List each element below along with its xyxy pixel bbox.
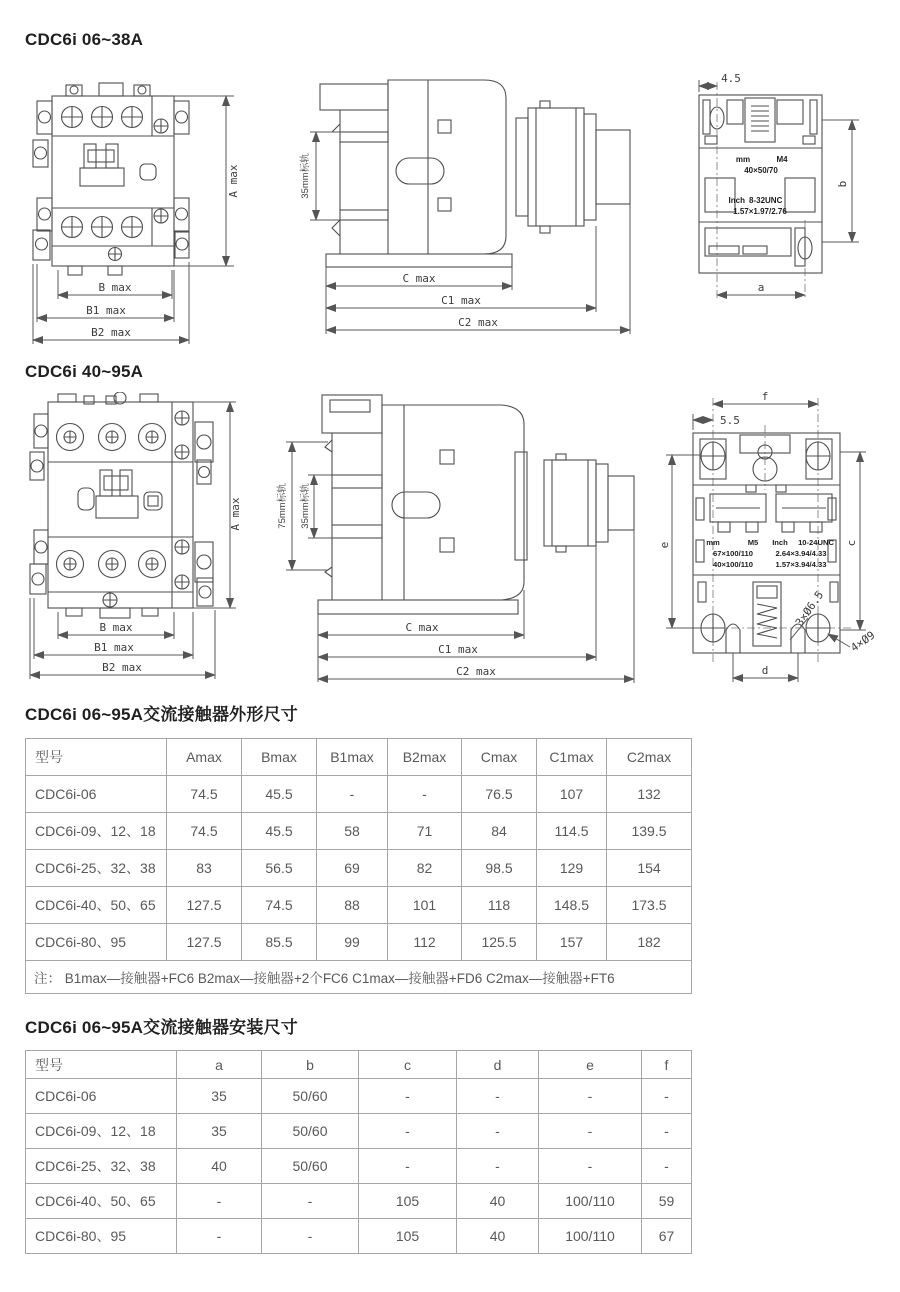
value-cell: - (457, 1114, 539, 1149)
column-header-cmax: Cmax (462, 739, 537, 776)
value-cell: - (262, 1184, 359, 1219)
value-cell: 74.5 (242, 887, 317, 924)
value-cell: - (388, 776, 462, 813)
value-cell: 45.5 (242, 776, 317, 813)
value-cell: - (359, 1114, 457, 1149)
unit-mm-label: mm (706, 538, 720, 547)
column-header-a: a (177, 1051, 262, 1079)
value-cell: 105 (359, 1184, 457, 1219)
table-row (26, 776, 692, 813)
model-cell: CDC6i-25、32、38 (26, 1149, 177, 1184)
value-cell: 35 (177, 1114, 262, 1149)
value-cell: 148.5 (537, 887, 607, 924)
table-row (26, 924, 692, 961)
value-cell: - (177, 1219, 262, 1254)
value-cell: 100/110 (539, 1219, 642, 1254)
value-cell: - (457, 1079, 539, 1114)
dim-label-c2-max: C2 max (458, 316, 498, 329)
outline-dimensions-title: CDC6i 06~95A交流接触器外形尺寸 (25, 705, 298, 724)
value-cell: 58 (317, 813, 388, 850)
value-cell: 139.5 (607, 813, 692, 850)
column-header-e: e (539, 1051, 642, 1079)
mounting-spacing-mm-1: 67×100/110 (713, 549, 753, 558)
table-row (26, 1149, 692, 1184)
mounting-dimensions-title: CDC6i 06~95A交流接触器安装尺寸 (25, 1018, 298, 1037)
value-cell: - (642, 1079, 692, 1114)
model-cell: CDC6i-06 (26, 1079, 177, 1114)
column-header-amax: Amax (167, 739, 242, 776)
value-cell: - (642, 1114, 692, 1149)
column-header-c: c (359, 1051, 457, 1079)
mounting-spacing-mm: 40×50/70 (744, 166, 778, 175)
dim-label-b-max: B max (99, 621, 133, 634)
mounting-spacing-inch-1: 2.64×3.94/4.33 (775, 549, 827, 558)
column-header-f: f (642, 1051, 692, 1079)
column-header-c2max: C2max (607, 739, 692, 776)
dim-label-c-max: C max (405, 621, 439, 634)
table-row (26, 850, 692, 887)
value-cell: 40 (457, 1219, 539, 1254)
dim-label-c2-max: C2 max (456, 665, 496, 678)
drawing-back-view-06-38a (685, 70, 890, 315)
table-row (26, 1219, 692, 1254)
value-cell: 84 (462, 813, 537, 850)
value-cell: - (317, 776, 388, 813)
value-cell: 114.5 (537, 813, 607, 850)
value-cell: - (539, 1079, 642, 1114)
value-cell: 35 (177, 1079, 262, 1114)
table-note: 注： B1max—接触器+FC6 B2max—接触器+2个FC6 C1max—接触器+FD6 C2max—接触器+FT6 (26, 961, 692, 994)
dimension-lines (30, 402, 236, 679)
model-cell: CDC6i-09、12、18 (26, 1114, 177, 1149)
dim-label-c: c (845, 539, 858, 547)
note-row (26, 961, 692, 994)
drawing-back-view-40-95a (658, 390, 900, 695)
dimension-labels (276, 483, 496, 678)
value-cell: 118 (462, 887, 537, 924)
value-cell: 50/60 (262, 1149, 359, 1184)
dim-label-b1-max: B1 max (86, 304, 126, 317)
hole-callout-rail: 3×Ø6.5 (792, 588, 827, 629)
unit-mm-label: mm (735, 155, 751, 164)
dim-label-b1-max: B1 max (94, 641, 134, 654)
value-cell: - (262, 1219, 359, 1254)
column-header-model: 型号 (26, 1051, 177, 1079)
drawing-front-view-40-95a (22, 392, 272, 687)
mounting-spacing-mm-2: 40×100/110 (713, 560, 753, 569)
section-title-06-38a: CDC6i 06~38A (25, 30, 144, 49)
contactor-side-outline (318, 395, 634, 614)
centerlines (683, 398, 853, 665)
value-cell: 40 (177, 1149, 262, 1184)
value-cell: 112 (388, 924, 462, 961)
contactor-front-outline (33, 83, 189, 275)
model-cell: CDC6i-40、50、65 (26, 1184, 177, 1219)
value-cell: 50/60 (262, 1114, 359, 1149)
value-cell: 50/60 (262, 1079, 359, 1114)
value-cell: 56.5 (242, 850, 317, 887)
unit-inch-label: Inch (772, 538, 788, 547)
value-cell: 98.5 (462, 850, 537, 887)
column-header-bmax: Bmax (242, 739, 317, 776)
column-header-model: 型号 (26, 739, 167, 776)
contactor-front-outline (30, 392, 213, 618)
mounting-spacing-inch-2: 1.57×3.94/4.33 (775, 560, 827, 569)
model-cell: CDC6i-09、12、18 (26, 813, 167, 850)
value-cell: 101 (388, 887, 462, 924)
value-cell: 40 (457, 1184, 539, 1219)
dimension-lines (33, 96, 234, 344)
drawing-side-view-06-38a (280, 68, 665, 340)
thread-size-mm: M4 (776, 155, 788, 164)
table-row (26, 1184, 692, 1219)
value-cell: 173.5 (607, 887, 692, 924)
value-cell: 82 (388, 850, 462, 887)
value-cell: 125.5 (462, 924, 537, 961)
value-cell: 74.5 (167, 776, 242, 813)
dim-label-b2-max: B2 max (102, 661, 142, 674)
dim-label-rail-35mm: 35mm标轨 (300, 153, 311, 199)
value-cell: 99 (317, 924, 388, 961)
value-cell: 85.5 (242, 924, 317, 961)
value-cell: 59 (642, 1184, 692, 1219)
value-cell: 88 (317, 887, 388, 924)
dim-label-a-max: A max (227, 164, 240, 198)
thread-size-inch: 8-32UNC (749, 196, 783, 205)
dim-label-rail-75mm: 75mm标轨 (277, 483, 288, 529)
dim-label-4-5: 4.5 (721, 72, 741, 85)
centerlines (717, 82, 805, 299)
table-row (26, 887, 692, 924)
dim-label-rail-35mm: 35mm标轨 (300, 483, 311, 529)
dim-label-c1-max: C1 max (441, 294, 481, 307)
model-cell: CDC6i-40、50、65 (26, 887, 167, 924)
thread-spec-text (729, 155, 789, 216)
value-cell: - (642, 1149, 692, 1184)
value-cell: 132 (607, 776, 692, 813)
contactor-back-outline (699, 95, 822, 273)
model-cell: CDC6i-06 (26, 776, 167, 813)
column-header-b2max: B2max (388, 739, 462, 776)
value-cell: 74.5 (167, 813, 242, 850)
column-header-b: b (262, 1051, 359, 1079)
dim-label-b-max: B max (98, 281, 132, 294)
value-cell: 182 (607, 924, 692, 961)
table-row (26, 1114, 692, 1149)
value-cell: 129 (537, 850, 607, 887)
value-cell: - (359, 1079, 457, 1114)
dim-label-b: b (836, 180, 849, 188)
dim-label-e: e (658, 541, 671, 549)
value-cell: 67 (642, 1219, 692, 1254)
model-cell: CDC6i-80、95 (26, 924, 167, 961)
section-title-40-95a: CDC6i 40~95A (25, 362, 144, 381)
value-cell: 154 (607, 850, 692, 887)
mounting-spacing-inch: 1.57×1.97/2.76 (733, 207, 787, 216)
dim-label-5-5: 5.5 (720, 414, 740, 427)
drawing-side-view-40-95a (272, 390, 667, 685)
table-row (26, 1079, 692, 1114)
value-cell: 71 (388, 813, 462, 850)
value-cell: 105 (359, 1219, 457, 1254)
column-header-b1max: B1max (317, 739, 388, 776)
dimension-labels (94, 497, 242, 674)
contactor-side-outline (320, 80, 630, 267)
thread-size-inch: 10-24UNC (798, 538, 834, 547)
hole-callout-mount: 4×Ø9 (848, 628, 878, 655)
dim-label-a-max: A max (229, 497, 242, 531)
value-cell: - (539, 1149, 642, 1184)
value-cell: 76.5 (462, 776, 537, 813)
table-row (26, 813, 692, 850)
value-cell: - (539, 1114, 642, 1149)
dim-label-d: d (761, 664, 769, 677)
header-row (26, 739, 692, 776)
mounting-dimensions-table (25, 1050, 692, 1254)
model-cell: CDC6i-80、95 (26, 1219, 177, 1254)
value-cell: 100/110 (539, 1184, 642, 1219)
value-cell: 127.5 (167, 887, 242, 924)
dim-label-a: a (757, 281, 765, 294)
value-cell: - (457, 1149, 539, 1184)
drawing-front-view-06-38a (22, 80, 267, 345)
column-header-d: d (457, 1051, 539, 1079)
value-cell: 83 (167, 850, 242, 887)
value-cell: - (359, 1149, 457, 1184)
value-cell: 69 (317, 850, 388, 887)
dim-label-f: f (761, 390, 769, 403)
thread-spec-text (706, 538, 834, 569)
dim-label-c-max: C max (402, 272, 436, 285)
dim-label-c1-max: C1 max (438, 643, 478, 656)
header-row (26, 1051, 692, 1079)
model-cell: CDC6i-25、32、38 (26, 850, 167, 887)
value-cell: 127.5 (167, 924, 242, 961)
outline-dimensions-table (25, 738, 692, 994)
value-cell: 45.5 (242, 813, 317, 850)
thread-size-mm: M5 (747, 538, 759, 547)
unit-inch-label: Inch (728, 196, 745, 205)
column-header-c1max: C1max (537, 739, 607, 776)
value-cell: - (177, 1184, 262, 1219)
value-cell: 107 (537, 776, 607, 813)
dim-label-b2-max: B2 max (91, 326, 131, 339)
value-cell: 157 (537, 924, 607, 961)
